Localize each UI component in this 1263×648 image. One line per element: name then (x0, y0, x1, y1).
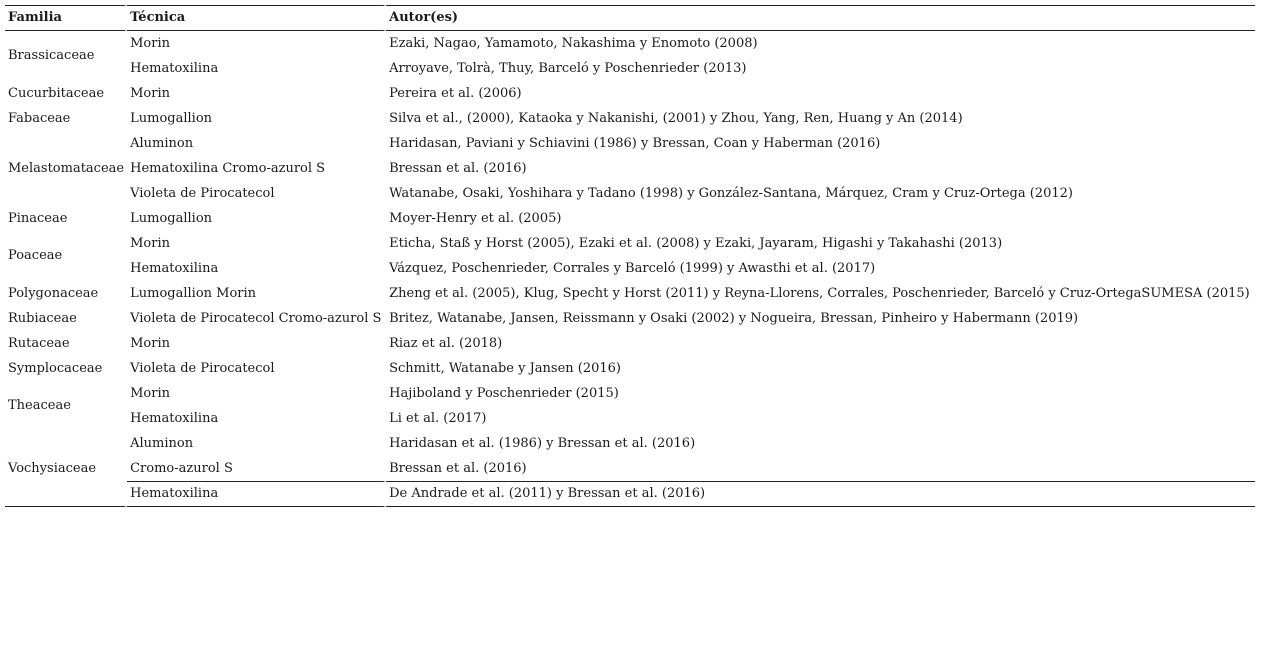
table-row (5, 106, 1255, 131)
familia-cell: Fabaceae (5, 106, 127, 131)
tecnica-cell: Cromo-azurol S (127, 456, 386, 481)
autores-cell: Arroyave, Tolrà, Thuy, Barceló y Poschenrieder (2013) (389, 60, 747, 76)
autores-cell: Bressan et al. (2016) (389, 460, 527, 476)
autores-cell: Hajiboland y Poschenrieder (2015) (389, 385, 619, 401)
tecnica-cell: Morin (127, 231, 386, 256)
tecnica-cell: Hematoxilina (127, 481, 386, 507)
table-row (5, 406, 1255, 431)
tecnica-cell: Lumogallion (127, 106, 386, 131)
header-row (5, 5, 1255, 31)
tecnica-cell: Violeta de Pirocatecol (127, 356, 386, 381)
tecnica-cell: Violeta de Pirocatecol (127, 181, 386, 206)
tecnica-cell: Morin (127, 331, 386, 356)
table-row (5, 381, 1255, 406)
autores-cell: Riaz et al. (2018) (389, 335, 503, 351)
autores-cell: Vázquez, Poschenrieder, Corrales y Barceló (1999) y Awasthi et al. (2017) (389, 260, 876, 276)
tecnica-cell: Morin (127, 381, 386, 406)
autores-cell: Ezaki, Nagao, Yamamoto, Nakashima y Enomoto (2008) (389, 35, 758, 51)
autores-cell: Zheng et al. (2005), Klug, Specht y Horst (2011) y Reyna-Llorens, Corrales, Poschenrieder, Barceló y Cruz-OrtegaSUMESA (2015) (389, 285, 1250, 301)
table-row (5, 431, 1255, 456)
autores-cell: Haridasan, Paviani y Schiavini (1986) y Bressan, Coan y Haberman (2016) (389, 135, 881, 151)
familia-cell: Rutaceae (5, 331, 127, 356)
tecnica-cell: Aluminon (127, 431, 386, 456)
table-row (5, 181, 1255, 206)
table-row (5, 256, 1255, 281)
table-row (5, 81, 1255, 106)
autores-cell: Watanabe, Osaki, Yoshihara y Tadano (1998) y González-Santana, Márquez, Cram y Cruz-Ortega (2012) (389, 185, 1073, 201)
tecnica-cell: Lumogallion (127, 206, 386, 231)
familia-cell: Poaceae (5, 231, 127, 281)
table-row (5, 56, 1255, 81)
autores-cell: Bressan et al. (2016) (389, 160, 527, 176)
tecnica-cell: Violeta de Pirocatecol Cromo-azurol S (127, 306, 386, 331)
table-row (5, 31, 1255, 56)
autores-cell: Schmitt, Watanabe y Jansen (2016) (389, 360, 622, 376)
familia-cell (5, 131, 127, 156)
autores-cell: Silva et al., (2000), Kataoka y Nakanishi, (2001) y Zhou, Yang, Ren, Huang y An (2014) (389, 110, 963, 126)
table-row (5, 281, 1255, 306)
autores-cell: Eticha, Staß y Horst (2005), Ezaki et al. (2008) y Ezaki, Jayaram, Higashi y Takahashi (2013) (389, 235, 1003, 251)
table-row (5, 231, 1255, 256)
familia-cell: Cucurbitaceae (5, 81, 127, 106)
table-row (5, 206, 1255, 231)
tecnica-cell: Hematoxilina (127, 56, 386, 81)
table-row (5, 481, 1255, 507)
familia-cell: Symplocaceae (5, 356, 127, 381)
autores-cell: Li et al. (2017) (389, 410, 487, 426)
familia-cell: Rubiaceae (5, 306, 127, 331)
table-row (5, 156, 1255, 181)
table-row (5, 331, 1255, 356)
header-familia: Familia (5, 5, 127, 31)
tecnica-cell: Hematoxilina Cromo-azurol S (127, 156, 386, 181)
tecnica-cell: Morin (127, 31, 386, 56)
aluminum-staining-table (5, 5, 1255, 507)
header-tecnica: Técnica (127, 5, 386, 31)
familia-cell: Brassicaceae (5, 31, 127, 81)
tecnica-cell: Lumogallion Morin (127, 281, 386, 306)
tecnica-cell: Hematoxilina (127, 406, 386, 431)
table-row (5, 306, 1255, 331)
familia-cell: Vochysiaceae (5, 431, 127, 507)
tecnica-cell: Hematoxilina (127, 256, 386, 281)
autores-cell: Haridasan et al. (1986) y Bressan et al. (2016) (389, 435, 696, 451)
table-row (5, 456, 1255, 481)
familia-cell: Polygonaceae (5, 281, 127, 306)
table-row (5, 356, 1255, 381)
familia-cell: Pinaceae (5, 206, 127, 231)
tecnica-cell: Morin (127, 81, 386, 106)
header-autores: Autor(es) (386, 5, 1255, 31)
autores-cell: Pereira et al. (2006) (389, 85, 522, 101)
autores-cell: De Andrade et al. (2011) y Bressan et al. (2016) (386, 481, 1255, 507)
autores-cell: Britez, Watanabe, Jansen, Reissmann y Osaki (2002) y Nogueira, Bressan, Pinheiro y Habermann (2019) (389, 310, 1079, 326)
familia-cell: Theaceae (5, 381, 127, 431)
table-row (5, 131, 1255, 156)
familia-cell (5, 181, 127, 206)
familia-cell: Melastomataceae (5, 156, 127, 181)
autores-cell: Moyer-Henry et al. (2005) (389, 210, 562, 226)
tecnica-cell: Aluminon (127, 131, 386, 156)
